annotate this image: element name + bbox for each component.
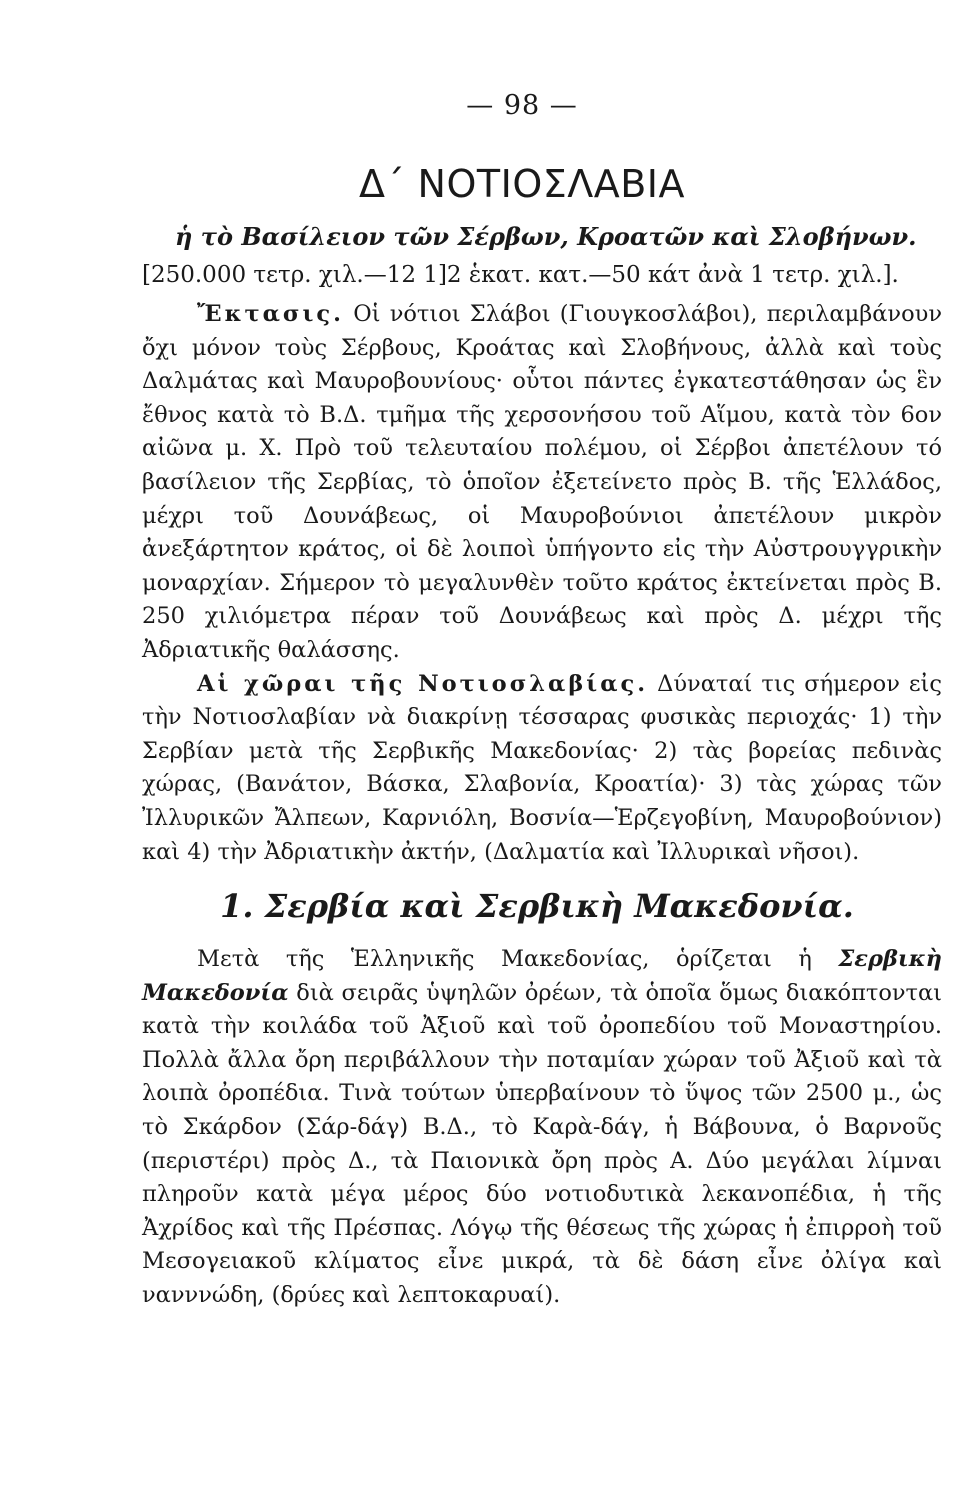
- extent-text: Οἱ νότιοι Σλάβοι (Γιουγκοσλάβοι), περιλαμβάνουν ὄχι μόνον τοὺς Σέρβους, Κροάτας καὶ Σλοβήνους, ἀλλὰ καὶ τοὺς Δαλμάτας καὶ Μαυροβουνίους· οὗτοι πάντες ἐγκατεστάθησαν ὡς ἓν ἔθνος κατὰ τὸ Β.Δ. τμῆμα τῆς χερσονήσου τοῦ Αἵμου, κατὰ τὸν 6ον αἰῶνα μ. Χ. Πρὸ τοῦ τελευταίου πολέμου, οἱ Σέρβοι ἀπετέλουν τό βασίλειον τῆς Σερβίας, τὸ ὁποῖον ἐξετείνετο πρὸς Β. τῆς Ἑλλάδος, μέχρι τοῦ Δουνάβεως, οἱ Μαυροβούνιοι ἀπετέλουν μικρὸν ἀνεξάρτητον κράτος, οἱ δὲ λοιποὶ ὑπήγοντο εἰς τὴν Αὐστρουγγρικὴν μοναρχίαν. Σήμερον τὸ μεγαλυνθὲν τοῦτο κράτος ἐκτείνεται πρὸς Β. 250 χιλιόμετρα πέραν τοῦ Δουνάβεως καὶ πρὸς Δ. μέχρι τῆς Ἀδριατικῆς θαλάσσης.: [142, 301, 942, 663]
- chapter-title: Δ΄ ΝΟΤΙΟΣΛΑΒΙΑ: [358, 162, 685, 206]
- regions-paragraph: [142, 668, 942, 870]
- section-title: 1. Σερβία καὶ Σερβικὴ Μακεδονία.: [220, 887, 854, 926]
- macedonia-lead: Μετὰ τῆς Ἑλληνικῆς Μακεδονίας, ὁρίζεται ἡ: [197, 946, 812, 973]
- macedonia-paragraph: [142, 943, 942, 1313]
- macedonia-text: διὰ σειρᾶς ὑψηλῶν ὀρέων, τὰ ὁποῖα ὅμως διακόπτονται κατὰ τὴν κοιλάδα τοῦ Ἀξιοῦ καὶ τοῦ ὀροπεδίου τοῦ Μοναστηρίου. Πολλὰ ἄλλα ὄρη περιβάλλουν τὴν ποταμίαν χώραν τοῦ Ἀξιοῦ καὶ τὰ λοιπὰ ὀροπέδια. Τινὰ τούτων ὑπερβαίνουν τὸ ὕψος τῶν 2500 μ., ὡς τὸ Σκάρδον (Σάρ-δάγ) Β.Δ., τὸ Καρὰ-δάγ, ἡ Βάβουνα, ὁ Βαρνοῦς (περιστέρι) πρὸς Δ., τὰ Παιονικὰ ὄρη πρὸς Α. Δύο μεγάλαι λίμναι πληροῦν κατὰ μέγα μέρος δύο νοτιοδυτικὰ λεκανοπέδια, ἡ τῆς Ἀχρίδος καὶ τῆς Πρέσπας. Λόγῳ τῆς θέσεως τῆς χώρας ἡ ἐπιρροὴ τοῦ Μεσογειακοῦ κλίματος εἶνε μικρά, τὰ δὲ δάση εἶνε ὀλίγα καὶ νανννώδη, (δρύες καὶ λεπτοκαρυαί).: [142, 979, 943, 1309]
- chapter-subtitle: ἡ τὸ Βασίλειον τῶν Σέρβων, Κροατῶν καὶ Σλοβήνων.: [175, 222, 917, 251]
- regions-text: Δύναταί τις σήμερον εἰς τὴν Νοτιοσλαβίαν νὰ διακρίνῃ τέσσαρας φυσικὰς περιοχάς· 1) τὴν Σερβίαν μετὰ τῆς Σερβικῆς Μακεδονίας· 2) τὰς βορείας πεδινὰς χώρας, (Βανάτον, Βάσκα, Σλαβονία, Κροατία)· 3) τὰς χώρας τῶν Ἰλλυρικῶν Ἄλπεων, Καρνιόλη, Βοσνία—Ἑρζεγοβίνη, Μαυροβούνιον) καὶ 4) τὴν Ἀδριατικὴν ἀκτήν, (Δαλματία καὶ Ἰλλυρικαὶ νῆσοι).: [142, 670, 942, 865]
- area-population-stats: [250.000 τετρ. χιλ.—12 1]2 ἑκατ. κατ.—50 κάτ ἀνὰ 1 τετρ. χιλ.].: [142, 262, 899, 288]
- regions-heading: Αἱ χῶραι τῆς Νοτιοσλαβίας.: [197, 670, 649, 697]
- macedonia-term: Σερβικὴ Μακεδονία: [142, 946, 942, 1006]
- extent-heading: Ἔκτασις.: [197, 301, 344, 327]
- book-page: [142, 90, 942, 1313]
- page-number: — 98 —: [466, 90, 578, 121]
- extent-paragraph: [142, 298, 942, 668]
